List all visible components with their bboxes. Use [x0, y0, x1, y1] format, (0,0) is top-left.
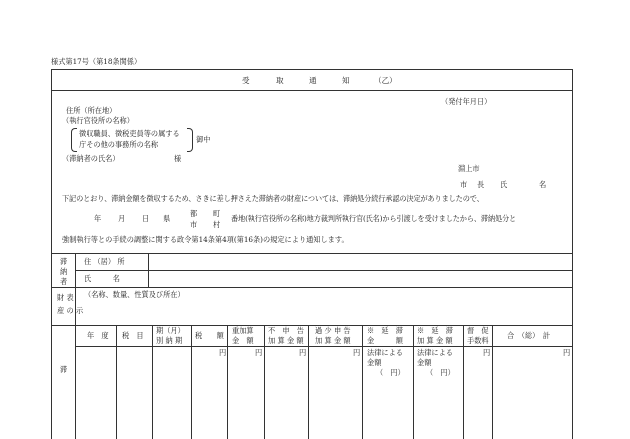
- header-tax-amount: 税 額: [195, 331, 224, 340]
- body-line2: 番地(執行官役所の名称)地方裁判所執行官(氏名)から引渡しを受けましたから、滞納処分と: [231, 214, 517, 223]
- debtor-label-char-2: 納: [60, 267, 68, 276]
- header-delinq2-2: 加 算 金 額: [417, 336, 453, 345]
- body-shi: 市: [190, 220, 198, 229]
- header-nonfiling-1: 不 申 告: [268, 326, 304, 335]
- body-line1: 下記のとおり、滞納金額を徴収するため、さきに差し押さえた滞納者の財産については、滞納処分続行承認の決定がありましたので、: [62, 194, 484, 203]
- honorific-office: 御中: [196, 135, 211, 144]
- header-delinq1-2: 金 額: [367, 336, 403, 345]
- header-period-1: 期（月）: [156, 326, 185, 335]
- title-char-1: 受: [242, 76, 250, 85]
- bracket-right: [187, 128, 193, 152]
- property-label-line1: 財 表: [57, 293, 74, 302]
- body-to: 都: [190, 209, 198, 218]
- header-heavy-2: 金 額: [232, 336, 254, 345]
- body-line3: 強制執行等との手続の調整に関する政令第14条第4項(第16条)の規定により通知します。: [62, 235, 349, 244]
- unit-tax-amount: 円: [219, 348, 227, 357]
- legal-amount-1-line1: 法律による: [367, 348, 403, 357]
- frame-right: [572, 69, 573, 439]
- legal-amount-2-line2: 金額: [417, 358, 432, 367]
- name-label: 氏 名: [84, 274, 120, 283]
- legal-amount-1-line2: 金額: [367, 358, 382, 367]
- sender-city: 淵上市: [458, 164, 480, 173]
- title-char-4: 知: [342, 76, 350, 85]
- recipient-address: 住所（所在地）: [66, 106, 117, 115]
- unit-underreport: 円: [353, 348, 361, 357]
- unit-fee: 円: [483, 348, 491, 357]
- header-heavy-1: 重加算: [232, 326, 254, 335]
- body-pref: 県: [163, 214, 171, 223]
- legal-amount-2-line1: 法律による: [417, 348, 453, 357]
- header-delinq2-1: ※ 延 滞: [417, 326, 453, 335]
- header-total: 合 （総） 計: [507, 331, 551, 340]
- recipient-role-line2: 庁その他の事務所の名称: [79, 140, 159, 149]
- header-underreport-2: 加 算 金 額: [315, 336, 351, 345]
- recipient-role-line1: 徴収職員、徴税吏員等の属する: [79, 129, 180, 138]
- header-nonfiling-2: 加 算 金 額: [268, 336, 304, 345]
- body-year: 年: [94, 214, 102, 223]
- title-char-2: 取: [276, 76, 284, 85]
- unit-total: 円: [563, 348, 571, 357]
- debtor-name-label: （滞納者の氏名）: [62, 154, 120, 163]
- header-tax-item: 税 目: [122, 331, 144, 340]
- property-label-line2: 産 の 示: [57, 306, 84, 315]
- title-char-3: 通: [309, 76, 317, 85]
- body-month: 月: [118, 214, 126, 223]
- delinquent-label: 滞: [60, 365, 68, 374]
- body-day: 日: [142, 214, 150, 223]
- header-delinq1-1: ※ 延 滞: [367, 326, 403, 335]
- debtor-label-char-3: 者: [60, 277, 68, 286]
- header-fee-2: 手数料: [467, 336, 489, 345]
- recipient-office-name: （執行官役所の名称）: [62, 116, 134, 125]
- honorific-person: 様: [174, 154, 182, 163]
- mayor-char-1: 市: [460, 180, 468, 189]
- legal-amount-1-line3: （ 円）: [376, 368, 405, 377]
- bracket-left: [71, 128, 77, 152]
- header-fee-1: 督 促: [467, 326, 489, 335]
- title-suffix: （乙）: [374, 76, 397, 85]
- mayor-char-4: 名: [539, 180, 547, 189]
- issue-date: （発付年月日）: [441, 97, 492, 106]
- body-machi: 町: [213, 209, 221, 218]
- header-underreport-1: 過 少 申 告: [315, 326, 351, 335]
- unit-nonfiling: 円: [299, 348, 307, 357]
- mayor-char-2: 長: [477, 180, 485, 189]
- address-label: 住 （居） 所: [84, 257, 125, 266]
- mayor-char-3: 氏: [500, 180, 508, 189]
- header-year: 年 度: [87, 331, 109, 340]
- unit-heavy: 円: [255, 348, 263, 357]
- legal-amount-2-line3: （ 円）: [426, 368, 455, 377]
- body-mura: 村: [213, 220, 221, 229]
- title-divider: [51, 90, 572, 91]
- frame-left: [51, 69, 52, 439]
- frame-top: [51, 69, 572, 70]
- debtor-label-char-1: 滞: [60, 257, 68, 266]
- header-period-2: 別 納 期: [156, 336, 183, 345]
- property-note: （名称、数量、性質及び所在）: [84, 290, 185, 299]
- form-number: 様式第17号（第18条関係）: [51, 57, 142, 66]
